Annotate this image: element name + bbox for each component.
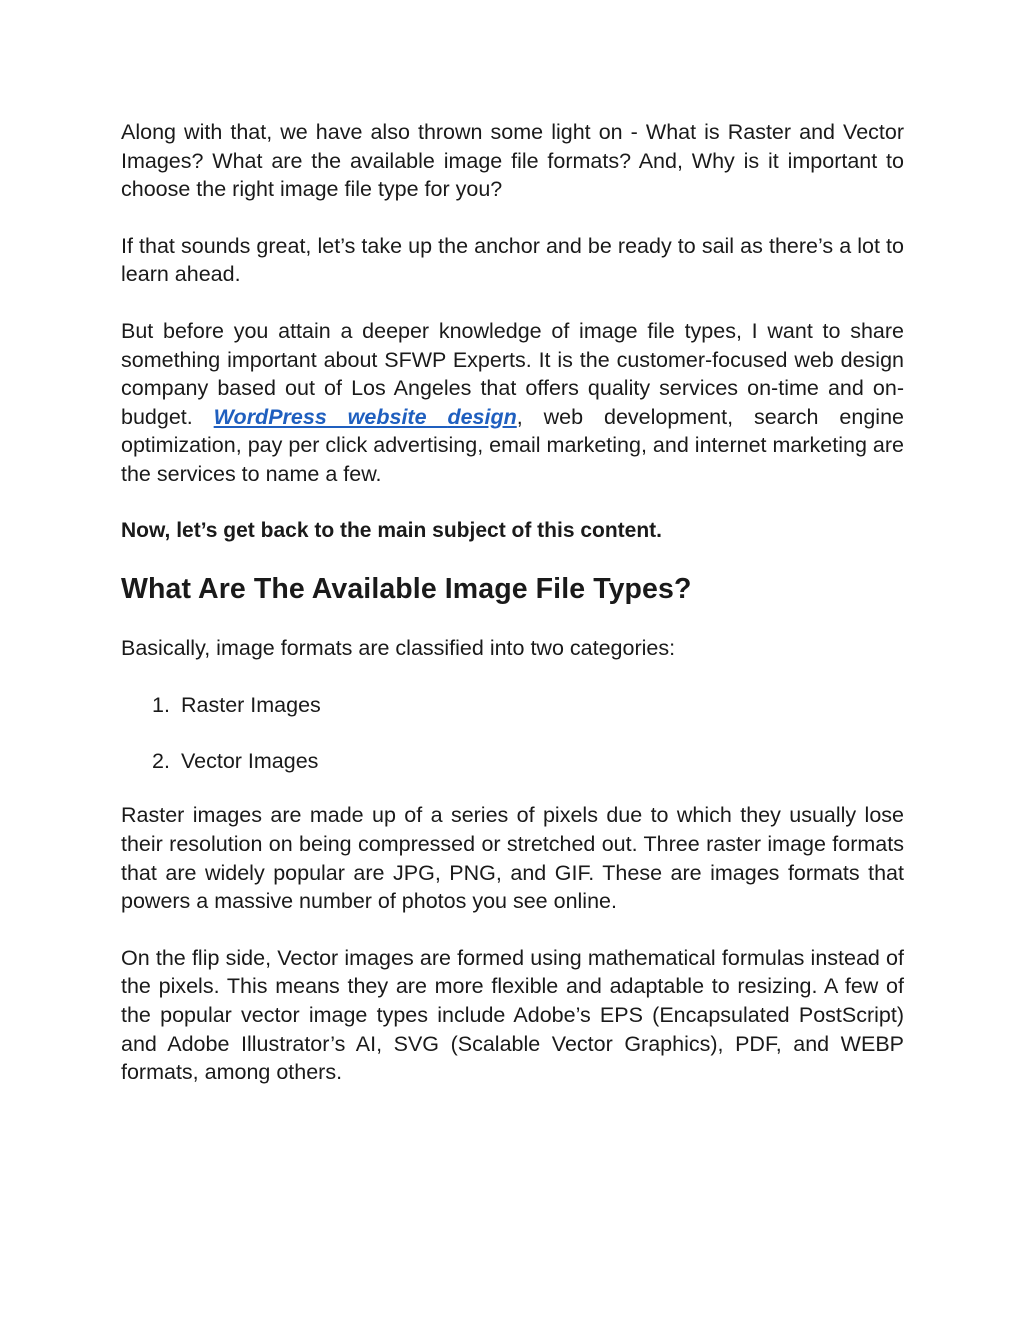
category-list <box>121 691 904 776</box>
wordpress-website-link[interactable]: WordPress website <box>213 404 448 429</box>
list-item <box>121 691 904 720</box>
bold-statement: Now, let’s get back to the main subject of this content. <box>121 518 663 542</box>
list-item <box>121 747 904 776</box>
categories-intro: Basically, image formats are classified into two categories: <box>121 636 676 661</box>
paragraph-intro: Along with that, we have also thrown some light on - What is Raster and Vector Images? What are the available image file formats? And, Why is it important to choose the right image file type for you? <box>121 120 904 202</box>
paragraph-raster: Raster images are made up of a series of pixels due to which they usually lose their resolution on being compressed or stretched out. Three raster image formats that are widely popular are JPG, PNG, and GIF. These are images formats that powers a massive number of photos you see online. <box>121 803 904 914</box>
list-item-label: Vector Images <box>181 748 319 773</box>
paragraph-anchor: If that sounds great, let’s take up the anchor and be ready to sail as there’s a lot to learn ahead. <box>121 233 904 287</box>
list-item-number: 2. <box>152 748 170 773</box>
paragraph-vector: On the flip side, Vector images are formed using mathematical formulas instead of the pixels. This means they are more flexible and adaptable to resizing. A few of the popular vector image types include Adobe’s EPS (Encapsulated PostScript) and Adobe Illustrator’s AI, SVG (Scalable Vector Graphics), PDF, and WEBP formats, among others. <box>121 945 904 1085</box>
list-item-number: 1. <box>152 692 170 717</box>
paragraph-sfwp <box>121 317 904 489</box>
paragraph-sfwp-text-before: But before you attain a deeper knowledge of image file types, I want to share something important about SFWP Experts. It is the customer-focused web design company based out of Los Angeles that offers quality services on-time and on-budget. <box>121 318 904 429</box>
paragraph-sfwp-text-after: , web development, search engine optimization, pay per click advertising, email marketing, and internet marketing are the services to name a few. <box>121 404 904 486</box>
list-item-label: Raster Images <box>181 692 321 717</box>
section-heading: What Are The Available Image File Types? <box>121 573 692 606</box>
document-page <box>121 118 904 1115</box>
design-link[interactable]: design <box>447 404 517 429</box>
